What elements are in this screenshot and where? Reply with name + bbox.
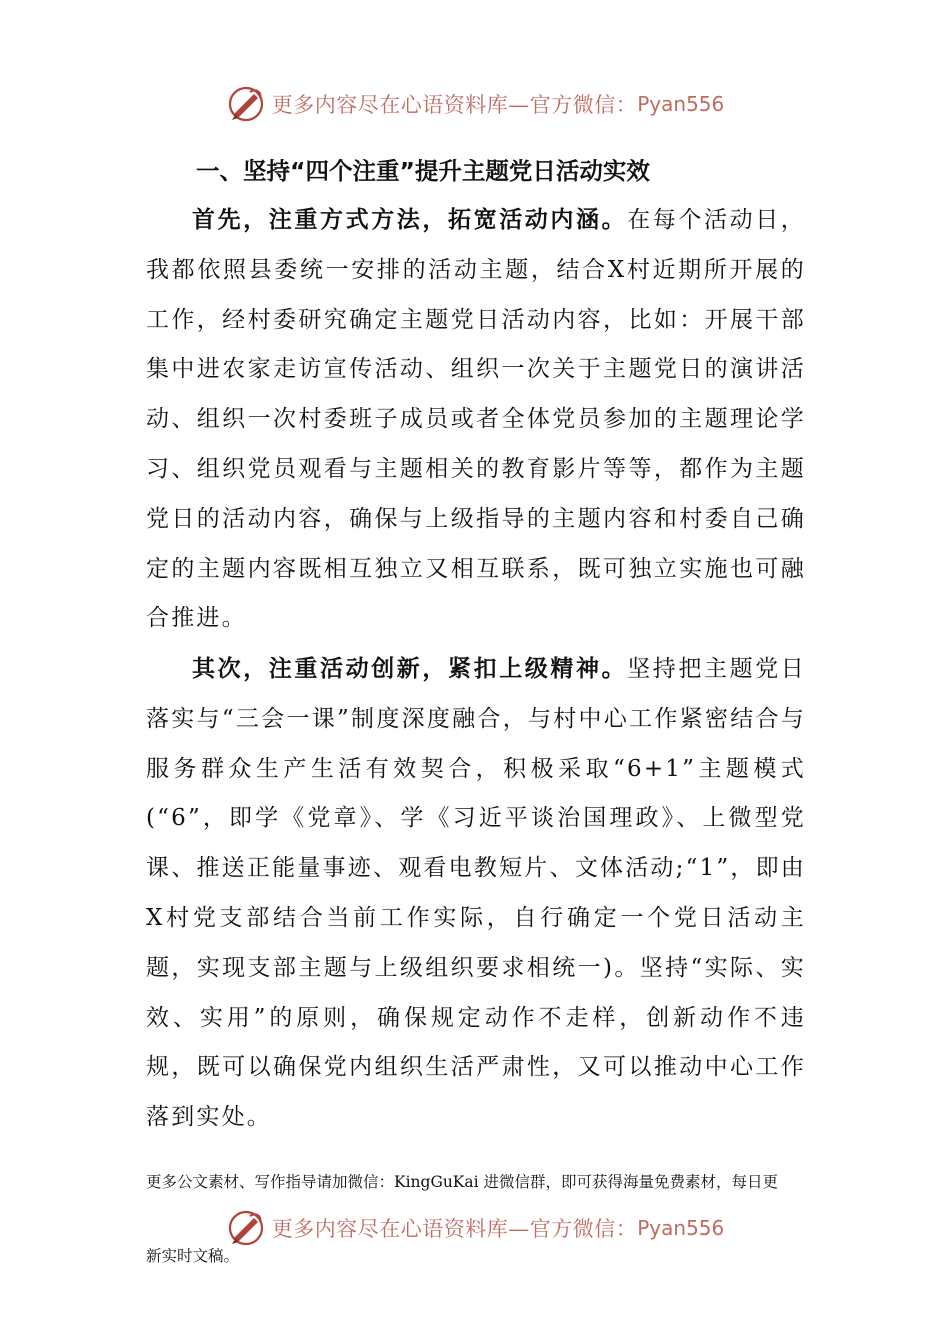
watermark-header xyxy=(0,82,950,126)
pen-logo-icon xyxy=(226,84,266,124)
watermark-wechat-id: Pyan556 xyxy=(637,92,725,116)
watermark-text: 更多内容尽在心语资料库—官方微信： xyxy=(271,93,638,117)
paragraph-1-lead: 首先，注重方式方法，拓宽活动内涵。 xyxy=(192,206,628,233)
section-heading: 一、坚持“四个注重”提升主题党日活动实效 xyxy=(196,157,650,185)
paragraph-1 xyxy=(146,195,806,644)
watermark-wechat-id: Pyan556 xyxy=(637,1216,725,1240)
footer-note-line-1: 更多公文素材、写作指导请加微信：KingGuKai 进微信群，即可获得海量免费素材，每日更 xyxy=(146,1173,779,1191)
pen-logo-icon xyxy=(226,1208,266,1248)
paragraph-2 xyxy=(146,644,806,1143)
paragraph-2-lead: 其次，注重活动创新，紧扣上级精神。 xyxy=(192,655,628,682)
watermark-text: 更多内容尽在心语资料库—官方微信： xyxy=(271,1217,638,1241)
paragraph-2-body: 坚持把主题党日落实与“三会一课”制度深度融合，与村中心工作紧密结合与服务群众生产生活有效契合，积极采取“6+1”主题模式(“6”，即学《党章》、学《习近平谈治国理政》、上微型党课、推送正能量事迹、观看电教短片、文体活动;“1”，即由X村党支部结合当前工作实际，自行确定一个党日活动主题，实现支部主题与上级组织要求相统一)。坚持“实际、实效、实用”的原则，确保规定动作不走样，创新动作不违规，既可以确保党内组织生活严肃性，又可以推动中心工作落到实处。 xyxy=(146,656,807,1131)
paragraph-1-body: 在每个活动日，我都依照县委统一安排的活动主题，结合X村近期所开展的工作，经村委研究确定主题党日活动内容，比如：开展干部集中进农家走访宣传活动、组织一次关于主题党日的演讲活动、组织一次村委班子成员或者全体党员参加的主题理论学习、组织党员观看与主题相关的教育影片等等，都作为主题党日的活动内容，确保与上级指导的主题内容和村委自己确定的主题内容既相互独立又相互联系，既可独立实施也可融合推进。 xyxy=(146,207,807,632)
footer-note-line-2: 新实时文稿。 xyxy=(146,1247,240,1265)
